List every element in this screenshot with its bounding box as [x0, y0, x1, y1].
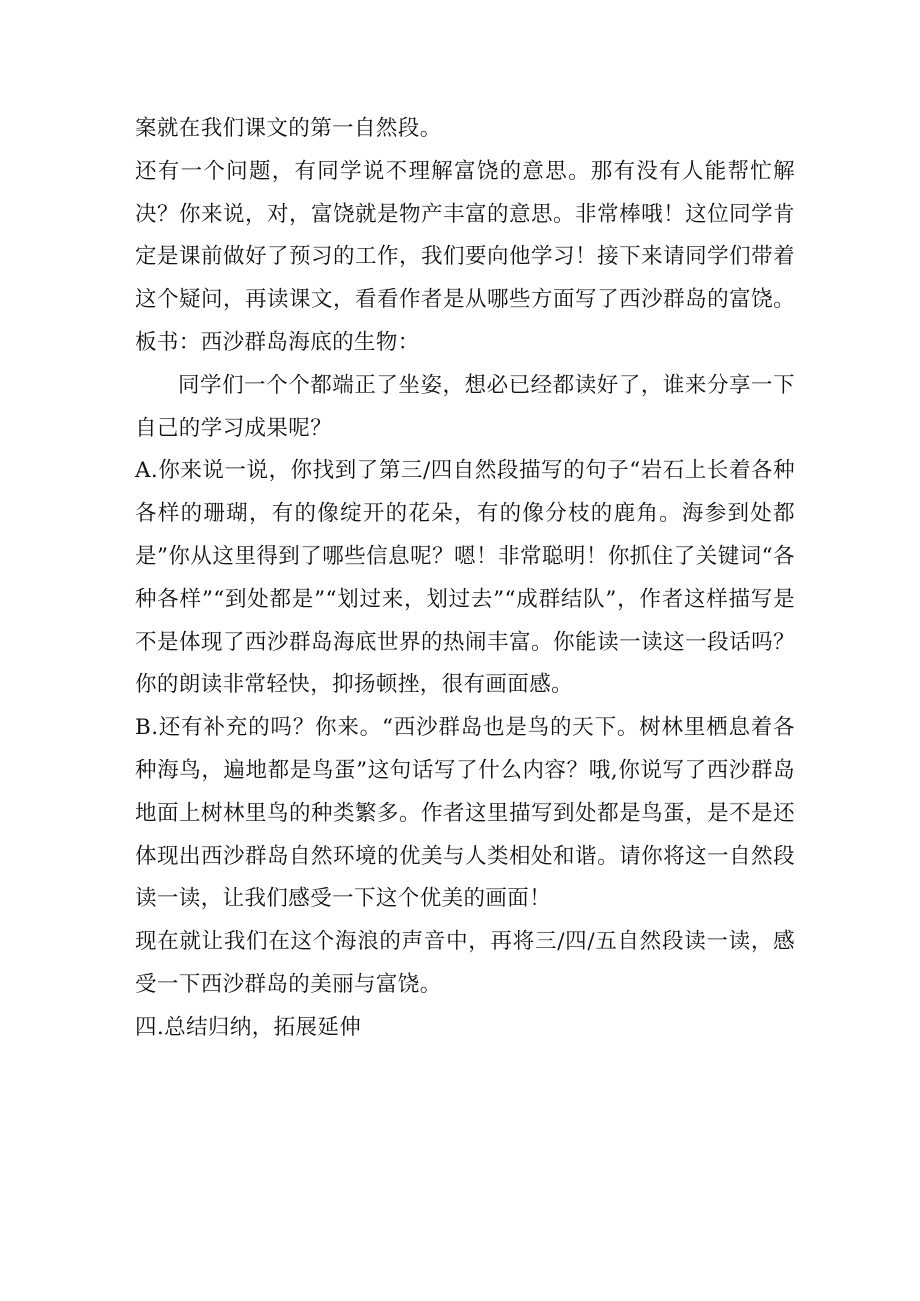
paragraph-question: 还有一个问题，有同学说不理解富饶的意思。那有没有人能帮忙解决？你来说，对，富饶就是物产丰富的意思。非常棒哦！这位同学肯定是课前做好了预习的工作，我们要向他学习！接下来请同学们带着这个疑问，再读课文，看看作者是从哪些方面写了西沙群岛的富饶。板书：西沙群岛海底的生物： [135, 158, 795, 355]
paragraph-read-aloud: 现在就让我们在这个海浪的声音中，再将三/四/五自然段读一读，感受一下西沙群岛的美丽与富饶。 [135, 929, 795, 997]
paragraph-answer-a: A.你来说一说，你找到了第三/四自然段描写的句子“岩石上长着各种各样的珊瑚，有的像绽开的花朵，有的像分枝的鹿角。海参到处都是”你从这里得到了哪些信息呢？嗯！非常聪明！你抓住了关键词“各种各样”“到处都是”“划过来，划过去”“成群结队”，作者这样描写是不是体现了西沙群岛海底世界的热闹丰富。你能读一读这一段话吗？你的朗读非常轻快，抑扬顿挫，很有画面感。 [135, 458, 795, 698]
paragraph-answer-b: B.还有补充的吗？你来。“西沙群岛也是鸟的天下。树林里栖息着各种海鸟，遍地都是鸟蛋”这句话写了什么内容？哦,你说写了西沙群岛地面上树林里鸟的种类繁多。作者这里描写到处都是鸟蛋，是不是还体现出西沙群岛自然环境的优美与人类相处和谐。请你将这一自然段读一读，让我们感受一下这个优美的画面！ [135, 715, 795, 912]
section-heading: 四.总结归纳，拓展延伸 [135, 1014, 362, 1040]
document-page [135, 108, 795, 1050]
paragraph-continuation: 案就在我们课文的第一自然段。 [135, 116, 442, 141]
paragraph-share-prompt: 同学们一个个都端正了坐姿，想必已经都读好了，谁来分享一下自己的学习成果呢？ [135, 372, 795, 441]
